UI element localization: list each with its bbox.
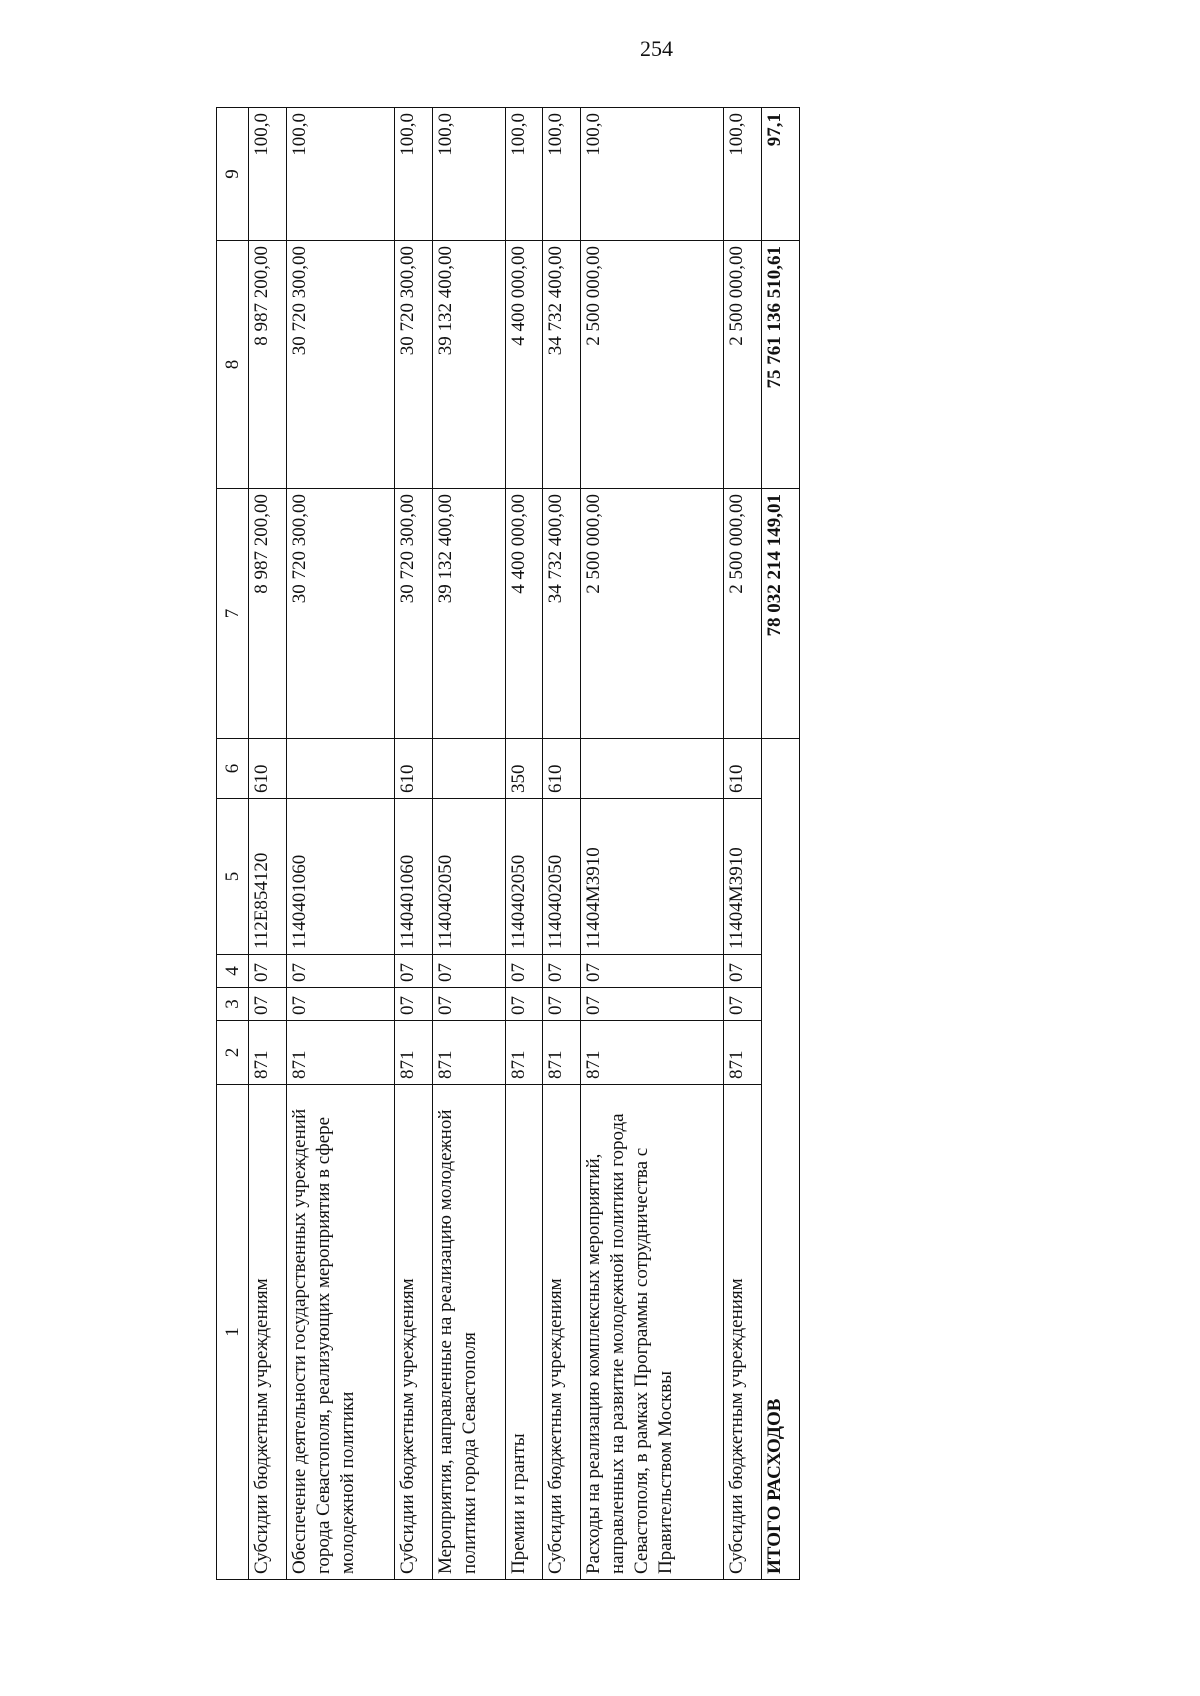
- cell-col4: 07: [432, 955, 505, 988]
- table-row: [394, 108, 432, 1580]
- table-row: [724, 108, 762, 1580]
- cell-col3: 07: [543, 988, 581, 1021]
- cell-col5: 1140402050: [432, 799, 505, 955]
- cell-col7: 4 400 000,00: [505, 489, 543, 739]
- cell-col7: 8 987 200,00: [249, 489, 287, 739]
- cell-col9: 100,0: [394, 108, 432, 241]
- total-row: [762, 108, 800, 1580]
- total-col9: 97,1: [762, 108, 800, 241]
- cell-col7: 2 500 000,00: [581, 489, 724, 739]
- cell-col4: 07: [286, 955, 394, 988]
- cell-col2: 871: [432, 1021, 505, 1085]
- cell-col5: 1140401060: [286, 799, 394, 955]
- cell-col3: 07: [249, 988, 287, 1021]
- cell-col2: 871: [724, 1021, 762, 1085]
- table-row: [249, 108, 287, 1580]
- cell-col7: 39 132 400,00: [432, 489, 505, 739]
- cell-col5: 1140402050: [505, 799, 543, 955]
- cell-col8: 2 500 000,00: [581, 241, 724, 489]
- cell-col9: 100,0: [432, 108, 505, 241]
- column-header: 9: [217, 108, 249, 241]
- column-header: 6: [217, 739, 249, 799]
- cell-col8: 30 720 300,00: [286, 241, 394, 489]
- table-row: [543, 108, 581, 1580]
- column-header: 7: [217, 489, 249, 739]
- cell-col8: 30 720 300,00: [394, 241, 432, 489]
- header-row: [217, 108, 249, 1580]
- cell-col6: [581, 739, 724, 799]
- total-label: ИТОГО РАСХОДОВ: [762, 739, 800, 1580]
- cell-col8: 39 132 400,00: [432, 241, 505, 489]
- cell-col3: 07: [394, 988, 432, 1021]
- row-description: Субсидии бюджетным учреждениям: [724, 1085, 762, 1580]
- cell-col9: 100,0: [724, 108, 762, 241]
- column-header: 2: [217, 1021, 249, 1085]
- cell-col4: 07: [724, 955, 762, 988]
- cell-col2: 871: [394, 1021, 432, 1085]
- cell-col2: 871: [249, 1021, 287, 1085]
- column-header: 4: [217, 955, 249, 988]
- column-header: 5: [217, 799, 249, 955]
- cell-col6: 610: [724, 739, 762, 799]
- cell-col7: 30 720 300,00: [394, 489, 432, 739]
- row-description: Премии и гранты: [505, 1085, 543, 1580]
- row-description: Расходы на реализацию комплексных мероприятий, направленных на развитие молодежной политики города Севастополя, в рамках Программы сотрудничества с Правительством Москвы: [581, 1085, 724, 1580]
- cell-col7: 2 500 000,00: [724, 489, 762, 739]
- cell-col7: 30 720 300,00: [286, 489, 394, 739]
- cell-col3: 07: [432, 988, 505, 1021]
- cell-col2: 871: [543, 1021, 581, 1085]
- cell-col9: 100,0: [505, 108, 543, 241]
- cell-col7: 34 732 400,00: [543, 489, 581, 739]
- cell-col3: 07: [581, 988, 724, 1021]
- cell-col6: 610: [543, 739, 581, 799]
- cell-col5: 11404М3910: [724, 799, 762, 955]
- cell-col8: 2 500 000,00: [724, 241, 762, 489]
- cell-col2: 871: [581, 1021, 724, 1085]
- cell-col6: 610: [394, 739, 432, 799]
- cell-col4: 07: [505, 955, 543, 988]
- table-row: [581, 108, 724, 1580]
- cell-col5: 112E854120: [249, 799, 287, 955]
- total-col7: 78 032 214 149,01: [762, 489, 800, 739]
- cell-col3: 07: [505, 988, 543, 1021]
- cell-col8: 4 400 000,00: [505, 241, 543, 489]
- cell-col6: [286, 739, 394, 799]
- cell-col4: 07: [543, 955, 581, 988]
- cell-col5: 1140401060: [394, 799, 432, 955]
- cell-col6: 610: [249, 739, 287, 799]
- cell-col8: 34 732 400,00: [543, 241, 581, 489]
- cell-col3: 07: [286, 988, 394, 1021]
- budget-table: [216, 107, 800, 1580]
- row-description: Субсидии бюджетным учреждениям: [543, 1085, 581, 1580]
- row-description: Обеспечение деятельности государственных учреждений города Севастополя, реализующих мероприятия в сфере молодежной политики: [286, 1085, 394, 1580]
- row-description: Субсидии бюджетным учреждениям: [394, 1085, 432, 1580]
- page-number: 254: [640, 36, 673, 61]
- table-row: [432, 108, 505, 1580]
- cell-col3: 07: [724, 988, 762, 1021]
- table-row: [286, 108, 394, 1580]
- column-header: 8: [217, 241, 249, 489]
- cell-col5: 1140402050: [543, 799, 581, 955]
- row-description: Мероприятия, направленные на реализацию молодежной политики города Севастополя: [432, 1085, 505, 1580]
- cell-col6: 350: [505, 739, 543, 799]
- cell-col9: 100,0: [249, 108, 287, 241]
- row-description: Субсидии бюджетным учреждениям: [249, 1085, 287, 1580]
- column-header: 1: [217, 1085, 249, 1580]
- cell-col4: 07: [394, 955, 432, 988]
- budget-table-rotated: [216, 108, 800, 1580]
- cell-col9: 100,0: [581, 108, 724, 241]
- cell-col6: [432, 739, 505, 799]
- column-header: 3: [217, 988, 249, 1021]
- cell-col5: 11404М3910: [581, 799, 724, 955]
- total-col8: 75 761 136 510,61: [762, 241, 800, 489]
- cell-col9: 100,0: [286, 108, 394, 241]
- cell-col4: 07: [581, 955, 724, 988]
- table-row: [505, 108, 543, 1580]
- cell-col4: 07: [249, 955, 287, 988]
- cell-col9: 100,0: [543, 108, 581, 241]
- cell-col2: 871: [505, 1021, 543, 1085]
- cell-col2: 871: [286, 1021, 394, 1085]
- cell-col8: 8 987 200,00: [249, 241, 287, 489]
